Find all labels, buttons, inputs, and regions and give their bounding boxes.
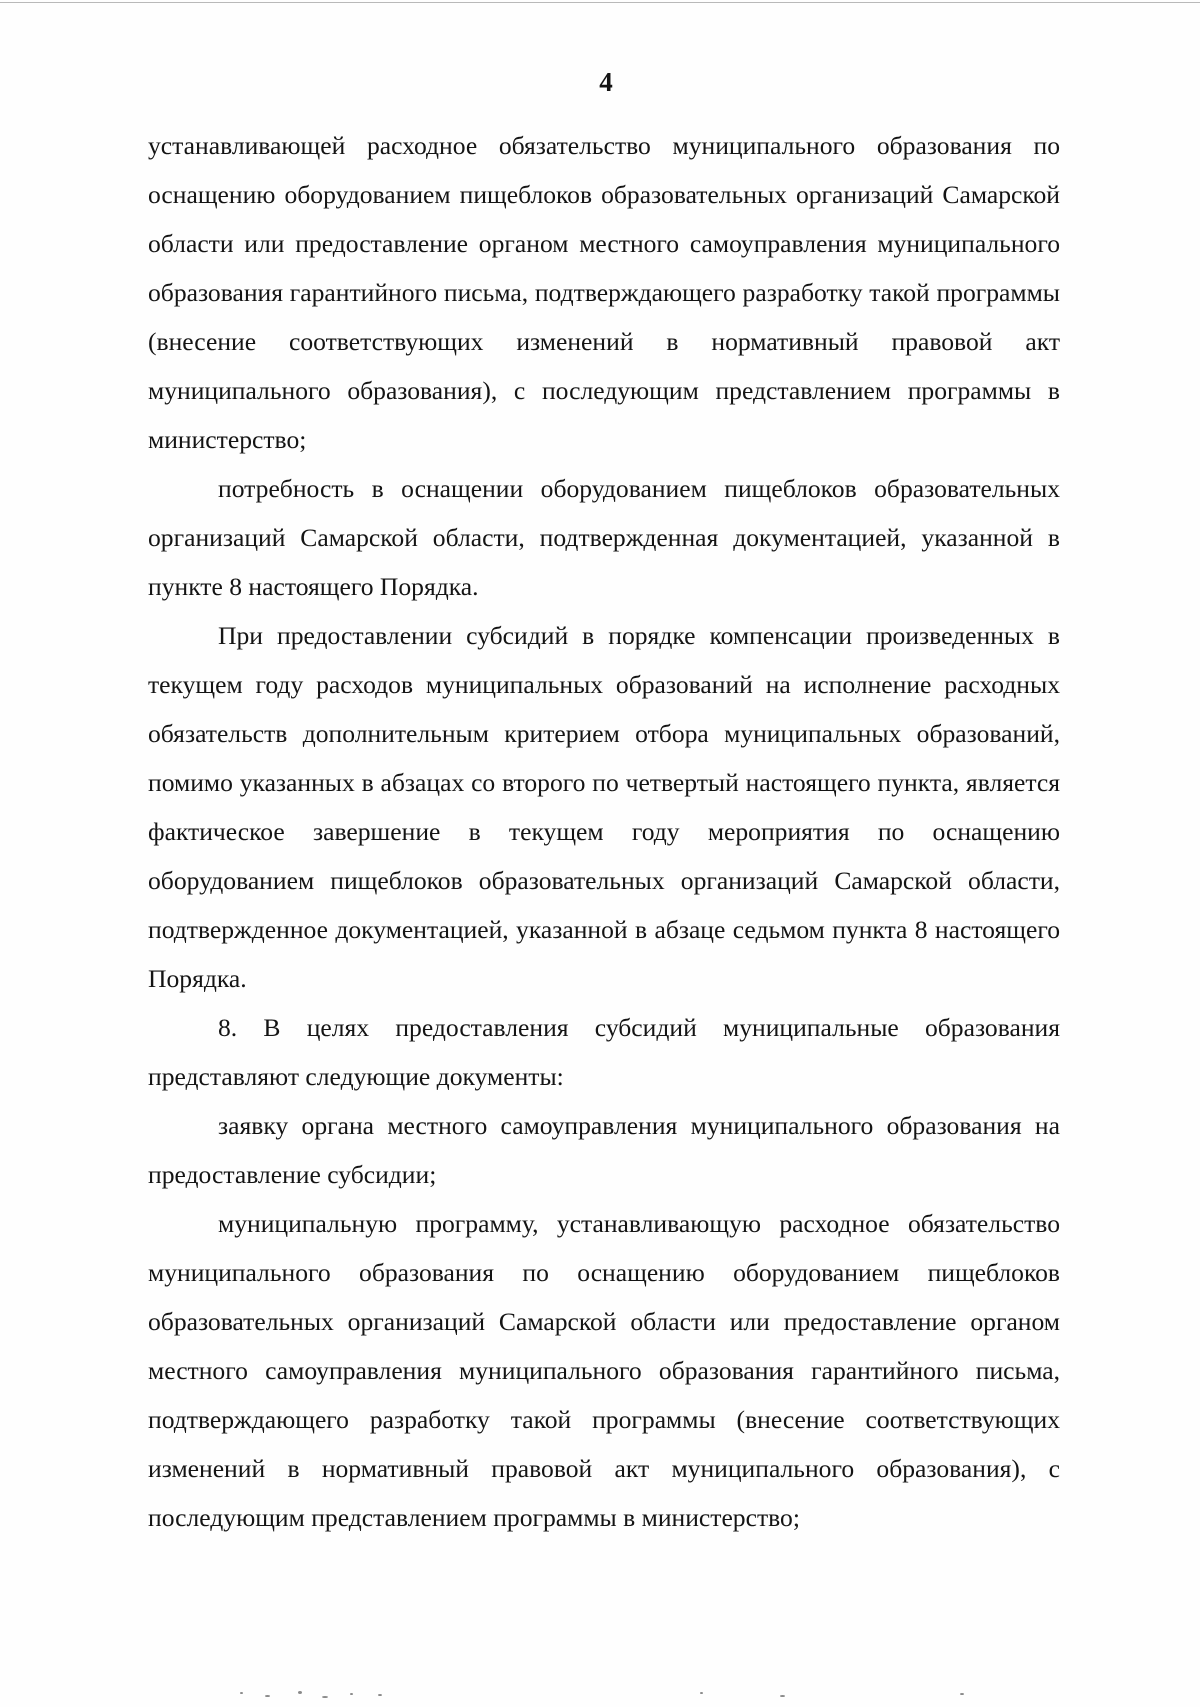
paragraph-equipment-need: потребность в оснащении оборудованием пищеблоков образовательных организаций Самарской области, подтвержденная документацией, указанной в пункте 8 настоящего Порядка. [148, 474, 1060, 601]
page-top-edge [0, 2, 1200, 3]
scan-speck [780, 1695, 785, 1697]
scan-speck [378, 1694, 382, 1696]
scan-speck [298, 1691, 302, 1694]
scan-speck [960, 1693, 964, 1695]
scan-speck [700, 1692, 703, 1694]
scan-noise [60, 1688, 1140, 1702]
scan-speck [240, 1692, 243, 1694]
paragraph-municipal-program: муниципальную программу, устанавливающую расходное обязательство муниципального образования по оснащению оборудованием пищеблоков образовательных организаций Самарской области или предоставление органом местного самоуправления муниципального образования гарантийного письма, подтверждающего разработку такой программы (внесение соответствующих изменений в нормативный правовой акт муниципального образования), с последующим представлением программы в министерство; [148, 1209, 1060, 1532]
document-body [148, 121, 1060, 1542]
scan-speck [350, 1693, 353, 1695]
page-number: 4 [599, 67, 613, 97]
scan-speck [322, 1696, 328, 1698]
paragraph-program-requirement: устанавливающей расходное обязательство муниципального образования по оснащению оборудованием пищеблоков образовательных организаций Самарской области или предоставление органом местного самоуправления муниципального образования гарантийного письма, подтверждающего разработку такой программы (внесение соответствующих изменений в нормативный правовой акт муниципального образования), с последующим представлением программы в министерство; [148, 131, 1060, 454]
paragraph-application: заявку органа местного самоуправления муниципального образования на предоставление субсидии; [148, 1111, 1060, 1189]
scan-speck [265, 1695, 270, 1697]
paragraph-compensation-criterion: При предоставлении субсидий в порядке компенсации произведенных в текущем году расходов муниципальных образований на исполнение расходных обязательств дополнительным критерием отбора муниципальных образований, помимо указанных в абзацах со второго по четвертый настоящего пункта, является фактическое завершение в текущем году мероприятия по оснащению оборудованием пищеблоков образовательных организаций Самарской области, подтвержденное документацией, указанной в абзаце седьмом пункта 8 настоящего Порядка. [148, 621, 1060, 993]
paragraph-clause-8: 8. В целях предоставления субсидий муниципальные образования представляют следующие документы: [148, 1013, 1060, 1091]
